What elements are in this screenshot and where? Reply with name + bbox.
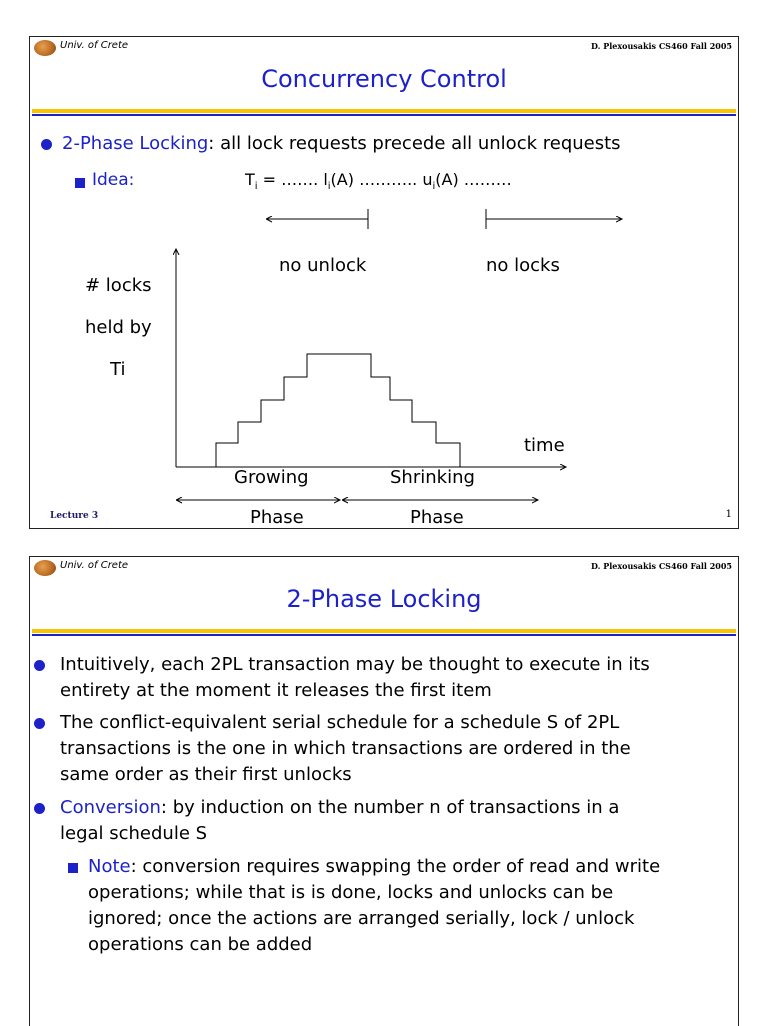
- bullet-icon: [34, 660, 45, 671]
- y-label-line-3: Ti: [110, 359, 126, 380]
- bullet-icon: [34, 803, 45, 814]
- title-rule-blue: [32, 634, 736, 636]
- bullet-icon: [34, 718, 45, 729]
- author-course-label: D. Plexousakis CS460 Fall 2005: [590, 561, 732, 571]
- bullet-2-line-3: same order as their first unlocks: [60, 764, 352, 785]
- bullet-1-line-1: Intuitively, each 2PL transaction may be thought to execute in its: [60, 654, 650, 675]
- square-bullet-icon: [68, 863, 78, 873]
- shrinking-label: Shrinking: [390, 467, 475, 488]
- slide-title: Concurrency Control: [261, 65, 507, 93]
- bullet-2-line-1: The conflict-equivalent serial schedule for a schedule S of 2PL: [60, 712, 620, 733]
- bullet-1-line-2: entirety at the moment it releases the first item: [60, 680, 492, 701]
- formula-u-sub: i: [432, 181, 436, 193]
- formula-unlock: (A) ……….. u: [330, 170, 433, 189]
- page-number: 1: [725, 509, 732, 520]
- formula-t-sub: i: [254, 181, 258, 193]
- university-label: Univ. of Crete: [60, 40, 129, 51]
- note-line-2: operations; while that is is done, locks and unlocks can be: [88, 882, 614, 903]
- formula-t: T: [245, 170, 255, 189]
- note-line-1: : conversion requires swapping the order of read and write: [130, 856, 661, 877]
- shrinking-phase-label: Phase: [410, 507, 464, 528]
- conversion-text: : by induction on the number n of transactions in a: [160, 797, 620, 818]
- note-line-3: ignored; once the actions are arranged serially, lock / unlock: [88, 908, 635, 929]
- formula-lock: = ……. l: [257, 170, 328, 189]
- title-rule-yellow: [32, 629, 736, 633]
- bullet-serial-schedule: [60, 710, 631, 788]
- university-logo-icon: [34, 560, 56, 576]
- no-unlock-label: no unlock: [279, 255, 367, 276]
- lecture-label: Lecture 3: [50, 511, 99, 521]
- growing-phase-label: Phase: [250, 507, 304, 528]
- slide-title: 2-Phase Locking: [286, 585, 482, 613]
- definition-text: : all lock requests precede all unlock requests: [208, 133, 621, 154]
- idea-label: Idea:: [92, 170, 135, 190]
- term-2-phase-locking: 2-Phase Locking: [62, 133, 209, 154]
- term-conversion: Conversion: [60, 797, 161, 818]
- bullet-conversion: [60, 795, 619, 847]
- term-note: Note: [88, 856, 131, 877]
- formula-end: (A) ………: [435, 170, 512, 189]
- author-course-label: D. Plexousakis CS460 Fall 2005: [590, 41, 732, 51]
- university-label: Univ. of Crete: [60, 560, 129, 571]
- growing-label: Growing: [234, 467, 309, 488]
- formula-l-sub: i: [327, 181, 331, 193]
- note-text: [88, 854, 660, 958]
- x-axis-label: time: [524, 435, 565, 456]
- bullet-2-line-2: transactions is the one in which transactions are ordered in the: [60, 738, 631, 759]
- no-locks-label: no locks: [486, 255, 560, 276]
- slide-1: [29, 36, 739, 529]
- slide-2: [29, 556, 739, 1026]
- note-line-4: operations can be added: [88, 934, 313, 955]
- y-label-line-1: # locks: [85, 275, 152, 296]
- bullet-3-line-2: legal schedule S: [60, 823, 208, 844]
- locks-held-curve: [216, 354, 460, 467]
- bullet-intuitively: [60, 652, 650, 704]
- y-axis-label: [85, 265, 175, 391]
- y-label-line-2: held by: [85, 317, 152, 338]
